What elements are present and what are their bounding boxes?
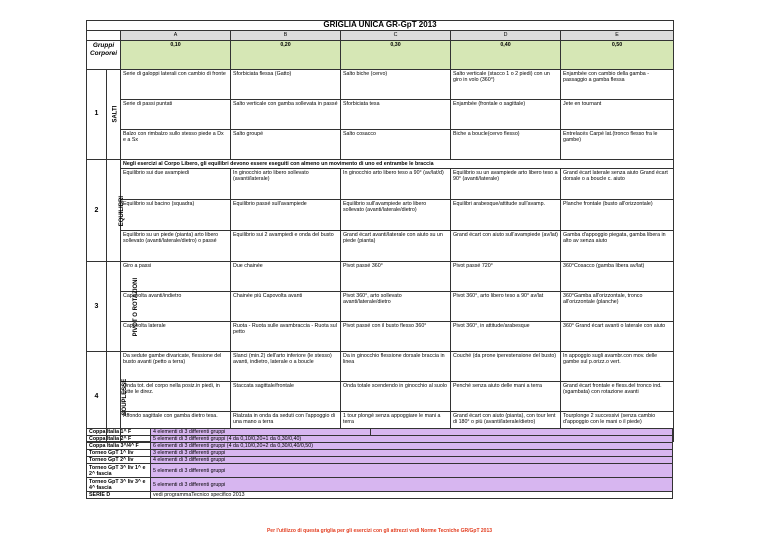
element-cell: Grand écart con aiuto sull'avampiede (av/lat) [451, 231, 561, 262]
legend-row: Torneo GpT 1^ liv 3 elementi di 3 differenti gruppi [87, 450, 673, 457]
element-cell: Capovolta avanti/indietro [121, 292, 231, 322]
element-cell: Onda totale scendendo in ginocchio al suolo [341, 382, 451, 412]
group-number-3: 3 [87, 262, 107, 352]
legend-row: Coppa Italia 2^ F 5 elementi di 3 differenti gruppi (4 da 0,10/0,20+1 da 0,30/0,40) [87, 436, 673, 443]
elements-grid [86, 20, 674, 442]
col-letter-d: D [451, 31, 561, 41]
element-cell: Pivot passé 360° [341, 262, 451, 292]
group-category-equilibri: EQUILIBRI [107, 160, 121, 262]
element-cell: Pivot 360°, arto sollevato avanti/laterale/dietro [341, 292, 451, 322]
element-cell: 1 tour plongé senza appoggiare le mani a terra [341, 412, 451, 442]
element-cell: Serie di galoppi laterali con cambio di fronte [121, 70, 231, 100]
element-cell: Planche frontale (busto all'orizzontale) [561, 200, 674, 231]
legend-row: Torneo GpT 2^ liv 4 elementi di 3 differenti gruppi [87, 457, 673, 464]
value-d: 0,40 [451, 41, 561, 70]
element-cell: Tourplonge 2 successivi (senza cambio d'appoggio con le mani o il piede) [561, 412, 674, 442]
element-cell: Equilibri arabesque/attitude sull'avamp. [451, 200, 561, 231]
element-cell: 360°Gamba all'orizzontale, tronco all'orizzontale (planche) [561, 292, 674, 322]
element-cell: Penché senza aiuto delle mani a terra [451, 382, 561, 412]
col-letter-e: E [561, 31, 674, 41]
group-header: Gruppi Corporei [87, 41, 121, 70]
element-cell: Equilibrio su un piede (pianta) arto libero sollevato (avanti/laterale/dietro) o passé [121, 231, 231, 262]
element-cell: Pivot passé 720° [451, 262, 561, 292]
element-cell: Equilibrio sui due avampiedi [121, 169, 231, 200]
element-cell: Sforbiciata tesa [341, 100, 451, 130]
element-cell: Salto cosacco [341, 130, 451, 160]
element-cell: Salto verticale con gamba sollevata in passé [231, 100, 341, 130]
element-cell: Ruota - Ruota sulle avambraccia - Ruota sul petto [231, 322, 341, 352]
element-cell: In ginocchio arto libero teso a 90° (av/lat/d) [341, 169, 451, 200]
element-cell: Pivot passé con il busto flesso 360° [341, 322, 451, 352]
element-cell: 360° Grand écart avanti o laterale con aiuto [561, 322, 674, 352]
element-cell: Equilibrio sui 2 avampiedi e onda del busto [231, 231, 341, 262]
element-cell: Biche a boucle(cervo flesso) [451, 130, 561, 160]
group-category-souplesse: SOUPLESSE [107, 352, 121, 442]
element-cell: Entrelacés Carpé lat.(tronco flesso fra le gambe) [561, 130, 674, 160]
element-cell: Enjambée (frontale o sagittale) [451, 100, 561, 130]
legend-row: Torneo GpT 3^ liv 3^ e 4^ fascia 5 elementi di 3 differenti gruppi [87, 478, 673, 492]
group-category-salti: SALTI [107, 70, 121, 160]
element-cell: Salto groupé [231, 130, 341, 160]
element-cell: Pivot 360°, arto libero teso a 90° av/lat [451, 292, 561, 322]
value-c: 0,30 [341, 41, 451, 70]
element-cell: Couché (da prone iperestensione del busto) [451, 352, 561, 382]
element-cell: Slanci (min.2) dell'arto inferiore (le stesso) avanti, indietro, laterale o a boucle [231, 352, 341, 382]
element-cell: Enjambée con cambio della gamba - passaggio a gamba flessa [561, 70, 674, 100]
equilibri-note: Negli esercizi al Corpo Libero, gli equilibri devono essere eseguiti con almeno un movimento di uno ed entrambe le braccia [121, 160, 674, 169]
legend-row: SERIE D vedi programmaTecnico specifico 2013 [87, 492, 673, 499]
element-cell: Equilibrio passé sull'avampiede [231, 200, 341, 231]
grid-sheet [86, 20, 673, 442]
element-cell: Salto biche (cervo) [341, 70, 451, 100]
element-cell: Grand écart laterale senza aiuto Grand écart dorsale o a boucle c. aiuto [561, 169, 674, 200]
element-cell: Capovolta laterale [121, 322, 231, 352]
legend-row: Torneo GpT 3^ liv 1^ e 2^ fascia 5 elementi di 3 differenti gruppi [87, 464, 673, 478]
element-cell: Equilibrio sul bacino (squadra) [121, 200, 231, 231]
col-letter-c: C [341, 31, 451, 41]
legend-row: Coppa Italia 3^/4^ F 6 elementi di 3 differenti gruppi (4 da 0,10/0,20+2 da 0,30/0,40/0,50) [87, 443, 673, 450]
competition-legend [86, 428, 673, 499]
page-title: GRIGLIA UNICA GR-GpT 2013 [87, 21, 674, 31]
element-cell: Equilibrio sull'avampiede arto libero sollevato (avanti/laterale/dietro) [341, 200, 451, 231]
element-cell: Pivot 360°, in attitude/arabesque [451, 322, 561, 352]
element-cell: Salto verticale (stacco 1 o 2 piedi) con un giro in volo (360°) [451, 70, 561, 100]
element-cell: Grand écart avanti/laterale con aiuto su un piede (pianta) [341, 231, 451, 262]
element-cell: Serie di passi puntati [121, 100, 231, 130]
element-cell: Giro a passi [121, 262, 231, 292]
corner-cell [87, 31, 121, 41]
element-cell: Rialzata in onda da seduti con l'appoggio di una mano a terra [231, 412, 341, 442]
value-a: 0,10 [121, 41, 231, 70]
element-cell: In appoggio sugli avambr.con mov. delle gambe sul p.orizz.o vert. [561, 352, 674, 382]
group-number-4: 4 [87, 352, 107, 442]
element-cell: Equilibrio su un avampiede arto libero teso a 90° (avanti/laterale) [451, 169, 561, 200]
element-cell: Balzo con rimbalzo sullo stesso piede a Dx e a Sx [121, 130, 231, 160]
value-b: 0,20 [231, 41, 341, 70]
element-cell: Gamba d'appoggio piegata, gamba libera in alto av senza aiuto [561, 231, 674, 262]
element-cell: 360°Cosacco (gamba libera av/lat) [561, 262, 674, 292]
element-cell: Grand écart frontale e fless.del tronco ind.(sgambata) con rotazione avanti [561, 382, 674, 412]
element-cell: Grand écart con aiuto (pianta), con tour lent di 180° o più (avanti/laterale/dietro) [451, 412, 561, 442]
element-cell: Staccata sagittale/frontale [231, 382, 341, 412]
element-cell: Affondo sagittale con gamba dietro tesa. [121, 412, 231, 442]
legend-table [86, 428, 673, 499]
footer-note: Per l'utilizzo di questa griglia per gli esercizi con gli attrezzi vedi Norme Tecniche GR/GpT 2013 [266, 528, 493, 534]
group-number-1: 1 [87, 70, 107, 160]
element-cell: In ginocchio arto libero sollevato (avanti/laterale) [231, 169, 341, 200]
element-cell: Chainée più Capovolta avanti [231, 292, 341, 322]
element-cell: Jete en tournant [561, 100, 674, 130]
group-category-pivot: PIVOT O ROTAZIONI [107, 262, 121, 352]
element-cell: Onda tot. del corpo nella posiz.in piedi, in tutte le direz. [121, 382, 231, 412]
element-cell: Sforbiciata flessa (Gatto) [231, 70, 341, 100]
group-number-2: 2 [87, 160, 107, 262]
element-cell: Da sedute gambe divaricate, flessione del busto avanti (petto a terra) [121, 352, 231, 382]
element-cell: Due chainée [231, 262, 341, 292]
col-letter-a: A [121, 31, 231, 41]
legend-row: Coppa Italia 1^ F 4 elementi di 3 differenti gruppi [87, 429, 673, 436]
element-cell: Da in ginocchio flessione dorsale braccia in linea [341, 352, 451, 382]
col-letter-b: B [231, 31, 341, 41]
value-e: 0,50 [561, 41, 674, 70]
